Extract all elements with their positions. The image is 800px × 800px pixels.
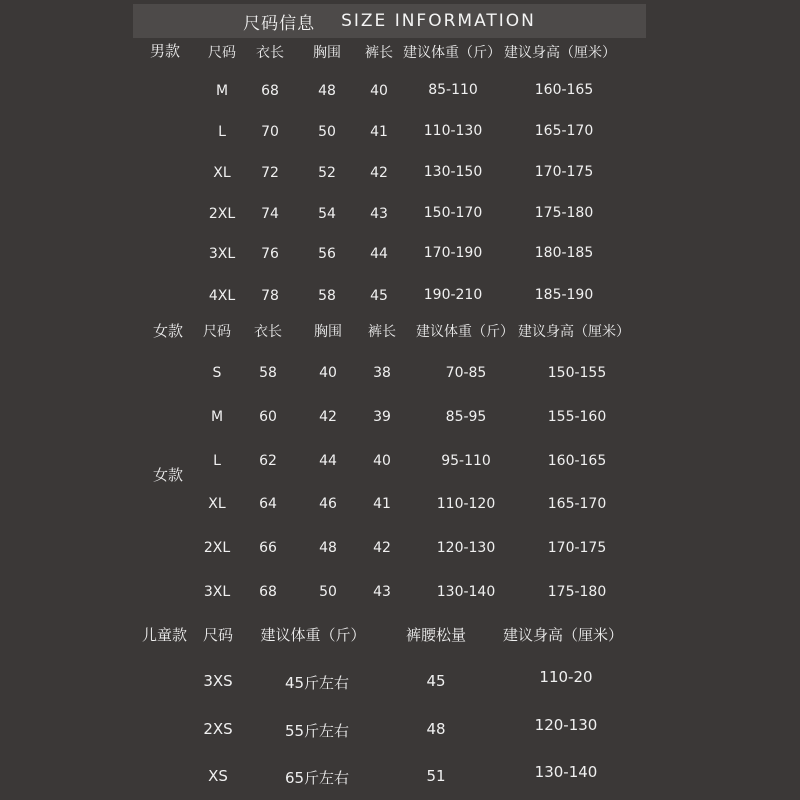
men-section-label: 男款 — [150, 42, 181, 60]
men-table-cell: 150-170 — [423, 205, 483, 221]
women-table-cell: L — [213, 453, 221, 469]
kids-table-cell: 130-140 — [534, 763, 598, 781]
women-header-cell: 尺码 — [203, 324, 231, 340]
women-header-cell: 胸围 — [314, 324, 342, 340]
women-section-label: 女款 — [153, 322, 184, 340]
kids-table-cell: XS — [208, 767, 228, 785]
men-header-cell: 胸围 — [313, 45, 341, 61]
men-table-cell: 72 — [261, 165, 279, 181]
women-table-cell: 175-180 — [547, 584, 607, 600]
men-table-cell: 43 — [370, 206, 388, 222]
women-table-cell: 50 — [319, 584, 337, 600]
women-table-cell: 130-140 — [436, 584, 496, 600]
women-table-cell: 120-130 — [436, 540, 496, 556]
women-table-cell: 39 — [373, 409, 391, 425]
women-table-cell: 60 — [259, 409, 277, 425]
men-table-cell: 78 — [261, 288, 279, 304]
kids-table-cell: 45斤左右 — [284, 674, 350, 692]
women-table-cell: 46 — [319, 496, 337, 512]
men-table-cell: 165-170 — [534, 123, 594, 139]
women-table-cell: 40 — [319, 365, 337, 381]
women-table-cell: 150-155 — [547, 365, 607, 381]
men-table-cell: 56 — [318, 246, 336, 262]
women-table-cell: 43 — [373, 584, 391, 600]
men-header-cell: 裤长 — [365, 45, 393, 61]
men-table-cell: 76 — [261, 246, 279, 262]
men-table-cell: 3XL — [208, 246, 236, 262]
men-table-cell: 70 — [261, 124, 279, 140]
women-table-cell: 42 — [319, 409, 337, 425]
women-header-cell: 衣长 — [254, 324, 282, 340]
women-table-cell: 58 — [259, 365, 277, 381]
men-table-cell: 58 — [318, 288, 336, 304]
women-table-cell: XL — [208, 496, 226, 512]
men-table-cell: 74 — [261, 206, 279, 222]
women-table-cell: 41 — [373, 496, 391, 512]
men-table-cell: 170-190 — [423, 245, 483, 261]
title-banner — [133, 4, 646, 38]
men-header-cell: 建议体重（斤） — [403, 45, 501, 61]
men-table-cell: 54 — [318, 206, 336, 222]
men-header-cell: 建议身高（厘米） — [504, 45, 616, 61]
men-header-cell: 尺码 — [208, 45, 236, 61]
women-header-cell: 建议身高（厘米） — [518, 324, 630, 340]
men-table-cell: L — [218, 124, 226, 140]
men-table-cell: 68 — [261, 83, 279, 99]
women-table-cell: 85-95 — [445, 409, 487, 425]
title-cn: 尺码信息 — [243, 13, 316, 34]
kids-table-cell: 110-20 — [539, 668, 593, 686]
women-table-cell: 48 — [319, 540, 337, 556]
men-table-cell: 2XL — [208, 206, 236, 222]
women-side-label: 女款 — [153, 466, 184, 484]
kids-table-cell: 55斤左右 — [284, 722, 350, 740]
men-table-cell: XL — [213, 165, 231, 181]
men-table-cell: 130-150 — [423, 164, 483, 180]
men-table-cell: 190-210 — [423, 287, 483, 303]
title-en: SIZE INFORMATION — [341, 11, 536, 31]
women-table-cell: 160-165 — [547, 453, 607, 469]
men-table-cell: 40 — [370, 83, 388, 99]
men-table-cell: 41 — [370, 124, 388, 140]
women-table-cell: 42 — [373, 540, 391, 556]
kids-section-label: 儿童款 — [142, 626, 188, 644]
women-table-cell: M — [210, 409, 224, 425]
women-table-cell: 44 — [319, 453, 337, 469]
men-table-cell: 44 — [370, 246, 388, 262]
men-header-cell: 衣长 — [256, 45, 284, 61]
kids-table-cell: 45 — [426, 672, 446, 690]
women-table-cell: 62 — [259, 453, 277, 469]
men-table-cell: 110-130 — [423, 123, 483, 139]
men-table-cell: 185-190 — [534, 287, 594, 303]
kids-header-cell: 尺码 — [202, 626, 234, 644]
women-table-cell: 110-120 — [436, 496, 496, 512]
women-table-cell: 68 — [259, 584, 277, 600]
kids-table-cell: 3XS — [203, 672, 233, 690]
women-table-cell: 155-160 — [547, 409, 607, 425]
men-table-cell: 160-165 — [534, 82, 594, 98]
kids-table-cell: 2XS — [203, 720, 233, 738]
kids-table-cell: 51 — [426, 767, 446, 785]
men-table-cell: 85-110 — [428, 82, 478, 98]
kids-table-cell: 120-130 — [534, 716, 598, 734]
women-table-cell: 170-175 — [547, 540, 607, 556]
men-table-cell: M — [215, 83, 229, 99]
men-table-cell: 52 — [318, 165, 336, 181]
women-table-cell: S — [212, 365, 222, 381]
women-table-cell: 40 — [373, 453, 391, 469]
men-table-cell: 180-185 — [534, 245, 594, 261]
men-table-cell: 48 — [318, 83, 336, 99]
women-table-cell: 2XL — [203, 540, 231, 556]
women-table-cell: 70-85 — [445, 365, 487, 381]
men-table-cell: 170-175 — [534, 164, 594, 180]
kids-table-cell: 65斤左右 — [284, 769, 350, 787]
kids-table-cell: 48 — [426, 720, 446, 738]
women-header-cell: 建议体重（斤） — [416, 324, 514, 340]
women-table-cell: 3XL — [203, 584, 231, 600]
women-table-cell: 165-170 — [547, 496, 607, 512]
kids-header-cell: 建议体重（斤） — [260, 626, 366, 644]
women-header-cell: 裤长 — [368, 324, 396, 340]
women-table-cell: 66 — [259, 540, 277, 556]
men-table-cell: 175-180 — [534, 205, 594, 221]
men-table-cell: 42 — [370, 165, 388, 181]
men-table-cell: 4XL — [208, 288, 236, 304]
women-table-cell: 64 — [259, 496, 277, 512]
kids-header-cell: 建议身高（厘米） — [502, 626, 624, 644]
men-table-cell: 50 — [318, 124, 336, 140]
kids-header-cell: 裤腰松量 — [405, 626, 467, 644]
women-table-cell: 38 — [373, 365, 391, 381]
men-table-cell: 45 — [370, 288, 388, 304]
women-table-cell: 95-110 — [441, 453, 491, 469]
